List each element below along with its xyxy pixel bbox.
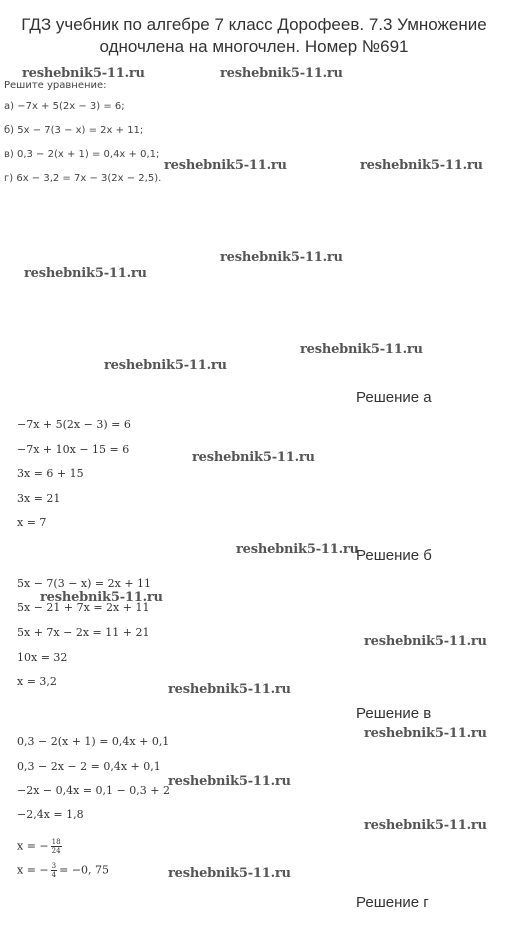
equation-line: 5x − 21 + 7x = 2x + 11: [17, 601, 150, 614]
watermark: reshebnik5-11.ru: [22, 66, 145, 81]
page-title: [0, 14, 508, 58]
solution-heading-c: Решение в: [356, 705, 432, 722]
fraction-denominator: 4: [51, 871, 57, 879]
fraction-equation: [17, 838, 64, 855]
watermark: reshebnik5-11.ru: [168, 774, 291, 789]
equation-line: −7x + 10x − 15 = 6: [17, 443, 130, 456]
equation-line: 0,3 − 2(x + 1) = 0,4x + 0,1: [17, 735, 170, 748]
fraction-equation: [17, 862, 109, 879]
page-title-line-2: одночлена на многочлен. Номер №691: [99, 37, 409, 56]
equation-line: −2,4x = 1,8: [17, 808, 84, 821]
watermark: reshebnik5-11.ru: [360, 158, 483, 173]
watermark: reshebnik5-11.ru: [364, 634, 487, 649]
equation-line: −7x + 5(2x − 3) = 6: [17, 418, 131, 431]
equation-line: 3x = 6 + 15: [17, 467, 84, 480]
equation-line: 3x = 21: [17, 492, 61, 505]
watermark: reshebnik5-11.ru: [220, 250, 343, 265]
task-item: в) 0,3 − 2(x + 1) = 0,4x + 0,1;: [4, 149, 160, 160]
fraction-suffix: = −0, 75: [59, 863, 110, 877]
equation-line: x = 3,2: [17, 675, 57, 688]
solution-heading-b: Решение б: [356, 547, 432, 564]
equation-line: 0,3 − 2x − 2 = 0,4x + 0,1: [17, 760, 161, 773]
watermark: reshebnik5-11.ru: [300, 342, 423, 357]
watermark: reshebnik5-11.ru: [192, 450, 315, 465]
fraction-prefix: x = −: [17, 863, 49, 877]
fraction-numerator: 18: [51, 838, 61, 846]
watermark: reshebnik5-11.ru: [168, 682, 291, 697]
fraction-numerator: 3: [51, 862, 57, 870]
task-item: г) 6x − 3,2 = 7x − 3(2x − 2,5).: [4, 173, 162, 184]
watermark: reshebnik5-11.ru: [220, 66, 343, 81]
watermark: reshebnik5-11.ru: [236, 542, 359, 557]
watermark: reshebnik5-11.ru: [104, 358, 227, 373]
solution-heading-a: Решение а: [356, 389, 432, 406]
task-item: б) 5x − 7(3 − x) = 2x + 11;: [4, 125, 144, 136]
watermark: reshebnik5-11.ru: [40, 590, 163, 605]
task-item: а) −7x + 5(2x − 3) = 6;: [4, 101, 125, 112]
page-title-line-1: ГДЗ учебник по алгебре 7 класс Дорофеев. 7.3 Умножение: [21, 15, 487, 34]
equation-line: −2x − 0,4x = 0,1 − 0,3 + 2: [17, 784, 170, 797]
watermark: reshebnik5-11.ru: [364, 726, 487, 741]
watermark: reshebnik5-11.ru: [164, 158, 287, 173]
equation-line: x = 7: [17, 516, 47, 529]
fraction: [51, 838, 62, 855]
equation-line: 5x + 7x − 2x = 11 + 21: [17, 626, 150, 639]
equation-line: 5x − 7(3 − x) = 2x + 11: [17, 577, 152, 590]
watermark: reshebnik5-11.ru: [364, 818, 487, 833]
watermark: reshebnik5-11.ru: [168, 866, 291, 881]
fraction-denominator: 24: [51, 847, 61, 855]
fraction: [51, 862, 57, 879]
task-prompt: Решите уравнение:: [4, 80, 107, 91]
watermark: reshebnik5-11.ru: [24, 266, 147, 281]
fraction-prefix: x = −: [17, 839, 49, 853]
equation-line: 10x = 32: [17, 651, 68, 664]
solution-heading-d: Решение г: [356, 894, 429, 911]
